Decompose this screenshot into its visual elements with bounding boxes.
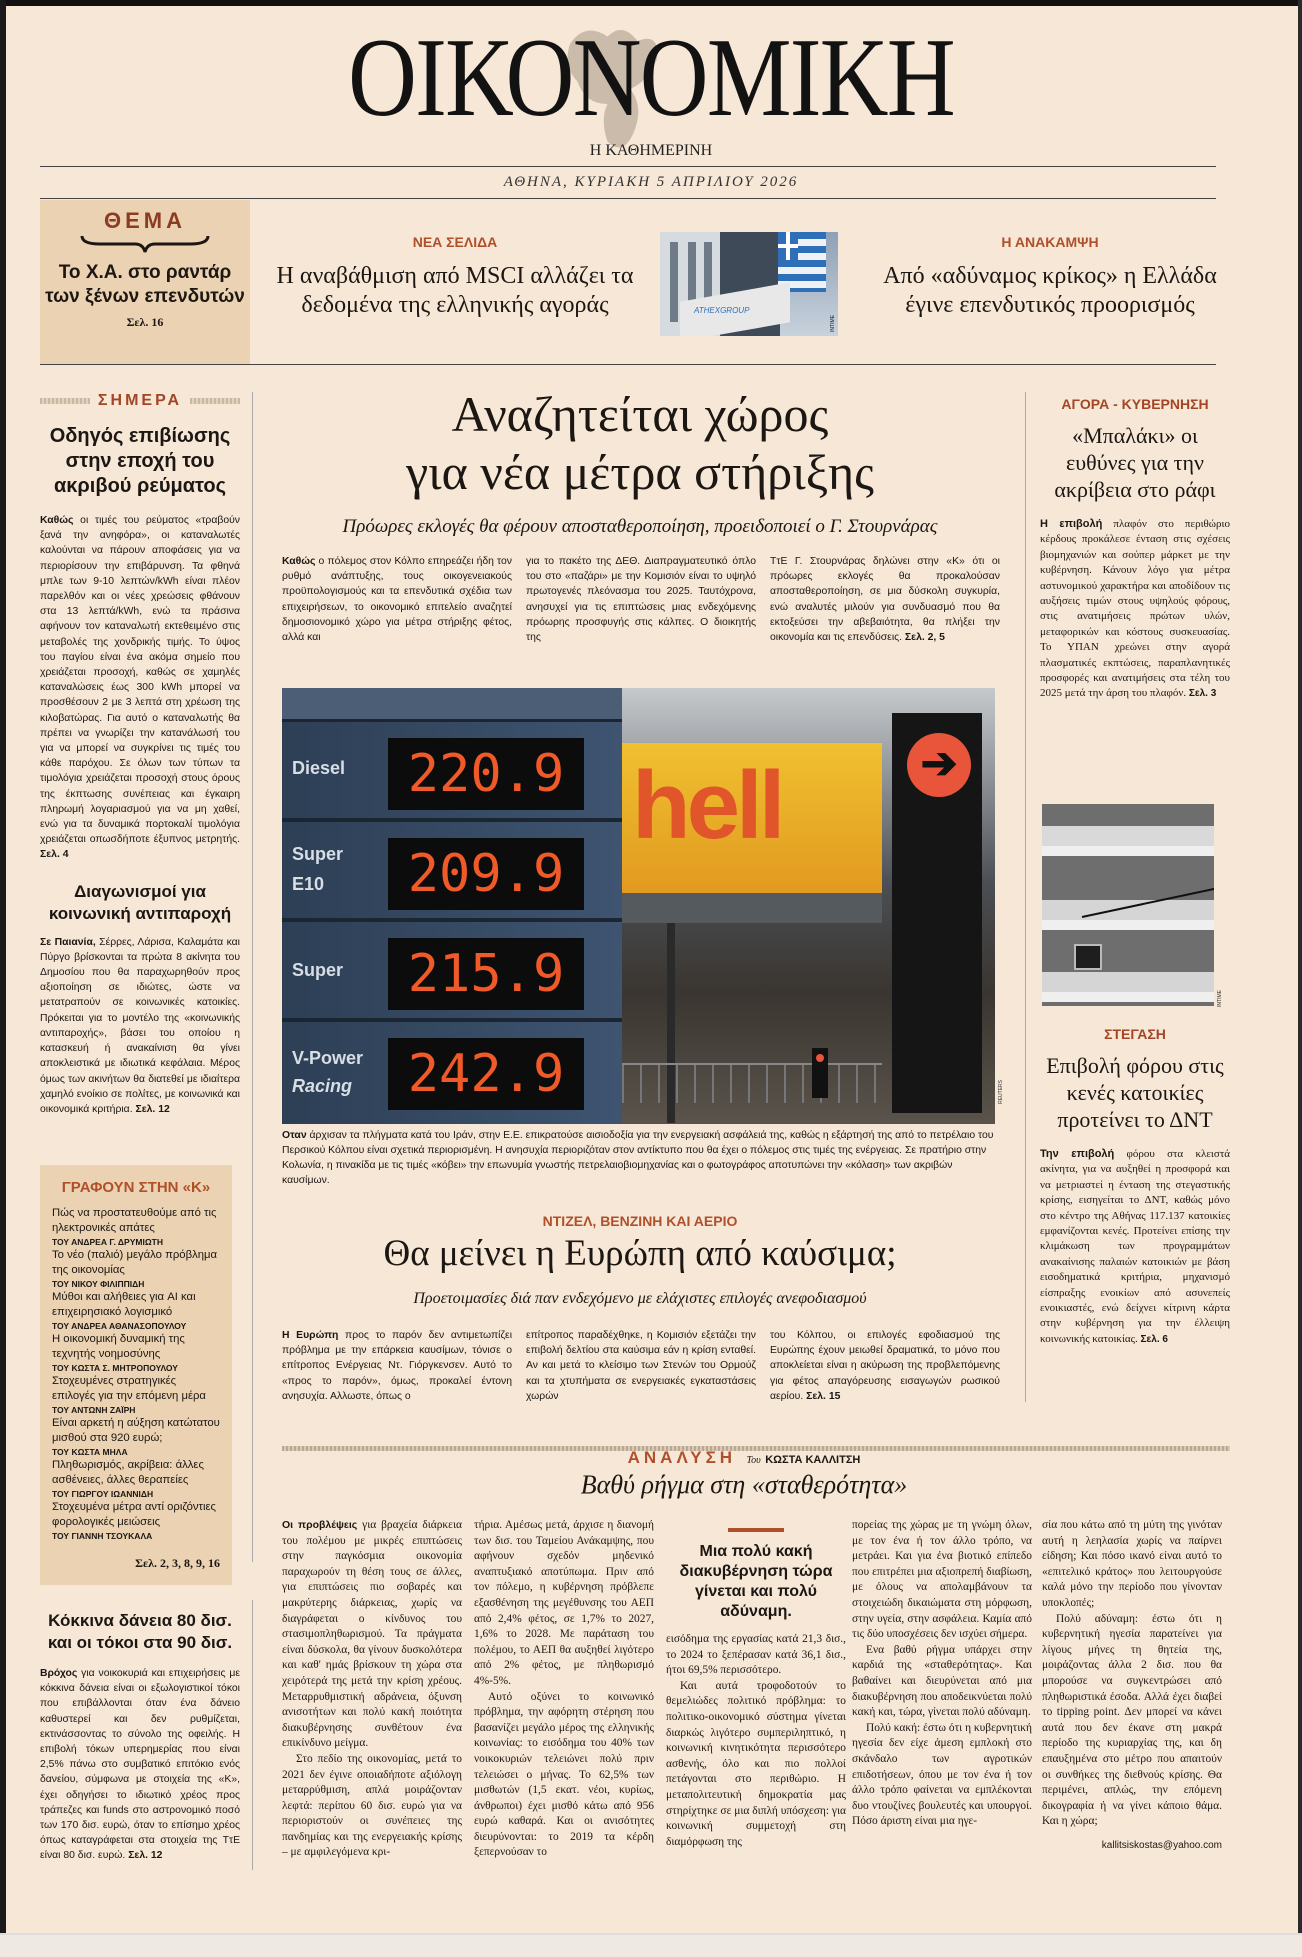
thema-box[interactable]: [40, 200, 250, 364]
story-body: Καθώς οι τιμές του ρεύματος «τραβούν ξανά την ανηφόρα», οι καταναλωτές καλούνται να πάρουν αποφάσεις για να περιορίσουν την επιβάρυνση. Τα φθηνά μπλε των 9-10 λεπτών/kWh είναι πλέον παρελθόν και οι νέες χρεώσεις φθάνουν στα 13 λεπτά/kWh, ενώ τα πράσινα αφήνουν τον καταναλωτή εκτεθειμένο στις μεταβολές της χονδρικής τιμής. Το ύψος του παγίου είναι ένα ακόμα σημείο που χρειάζεται προσοχή, καθώς σε χαμηλές καταναλώσεις έως 300 kWh μπορεί να προσθέσουν 2 με 3 λεπτά στη χρέωση της κιλοβατώρας. Για αυτό ο καταναλωτής θα πρέπει να γνωρίζει την κατανάλωσή του για να μπορεί να συγκρίνει τις τιμές του κάθε παρόχου. Σε όλων των τύπων τα τιμολόγια χρειάζεται προσοχή στους όρους της έκπτωσης συνέπειας και έγκαιρη πληρωμή λογαριασμού για να μη χαθεί, ενώ για τα δυναμικά πορτοκαλί τιμολόγια χρειάζεται οπωσδήποτε έξυπνος μετρητής. Σελ. 4: [40, 515, 240, 861]
grafoun-item[interactable]: Είναι αρκετή η αύξηση κατώτατου μισθού στα 920 ευρώ; ΤΟΥ ΚΩΣΤΑ ΜΗΛΑ: [52, 1417, 220, 1457]
fuel-story-headline[interactable]: Θα μείνει η Ευρώπη από καύσιμα;: [383, 1233, 897, 1274]
price-row: Super E10 209.9: [282, 826, 622, 922]
right-column-story1: [1040, 396, 1230, 702]
grafoun-label: ΓΡΑΦΟΥΝ ΣΤΗΝ «Κ»: [61, 1179, 211, 1196]
teaser-kicker: ΝΕΑ ΣΕΛΙΔΑ: [412, 234, 498, 250]
newspaper-subtitle: Η ΚΑΘΗΜΕΡΙΝΗ: [589, 142, 713, 159]
teaser-recovery[interactable]: [870, 234, 1230, 320]
analysis-col4: πορείας της χώρας με τη γνώμη όλων, με τον ένα ή τον άλλο τρόπο, να μετράει. Και για ένα βιοτικό επίπεδο που επιτρέπει μια αξιοπρεπή διαβίωση, με όλους να απολαμβάνουν τα στοιχειώδη δικαιώματα στη μόρφωση, στην υγεία, στην ασφάλεια. Καμία από τις δύο υποσχέσεις δεν ισχύει σήμερα. Ενα βαθύ ρήγμα υπάρχει στην καρδιά της «σταθερότητας». Και βαθαίνει και διευρύνεται από μια διακυβέρνηση που αποδεικνύεται πολύ κακή και, τώρα, γίνεται πολύ αδύναμη. Πολύ κακή: έστω ότι η κυβερνητική ηγεσία δεν είχε άμεση εμπλοκή στο σκάνδαλο των αγροτικών επιδοτήσεων, όπου με τον ένα ή τον άλλο τρόπο φαίνεται να εμπλέκονται δυο ντουζίνες βουλευτές και υπουργοί. Πόσο άριστη είναι μια ηγε-: [852, 1519, 1032, 1828]
page-ref[interactable]: Σελ. 15: [806, 1390, 841, 1402]
grafoun-item[interactable]: Η οικονομική δυναμική της τεχνητής νοημοσύνης ΤΟΥ ΚΩΣΤΑ Σ. ΜΗΤΡΟΠΟΥΛΟΥ: [52, 1333, 185, 1373]
analysis-col3: Μια πολύ κακή διακυβέρνηση τώρα γίνεται και πολύ αδύναμη. εισόδημα της εργασίας κατά 21,3 δισ., το 2024 το ξεπέρασαν κατά 36,1 δισ., ήτοι 69,5% περισσότερο. Και αυτά τροφοδοτούν το θεμελιώδες πολιτικό πρόβλημα: το πολιτικο-οικονομικό σύστημα γίνεται διαρκώς λιγότερο συμπεριληπτικό, η κοινωνική κινητικότητα περισσότερο ασθενής, όλο και πιο πολλοί πετάγονται στο περιθώριο. Η μεταπολιτευτική δημοκρατία μας στηρίχτηκε σε μια διπλή υπόσχεση: για κοινωνική συμμετοχή στη διαμόρφωση της: [666, 1518, 846, 1850]
teaser-headline: Από «αδύναμος κρίκος» η Ελλάδα έγινε επενδυτικός προορισμός: [883, 263, 1217, 318]
photo-credit: REUTERS: [998, 1080, 1004, 1104]
price-row: Diesel 220.9: [282, 726, 622, 822]
photo-credit: INTIME: [1217, 990, 1223, 1007]
thema-label: ΘΕΜΑ: [104, 208, 186, 233]
left-column: [40, 392, 240, 1117]
top-strip-rule: [40, 364, 1216, 365]
masthead: [0, 0, 1302, 170]
athex-sign-text: ATHEXGROUP: [694, 306, 750, 315]
story-headline[interactable]: Κόκκινα δάνεια 80 δισ. και οι τόκοι στα 90 δισ.: [47, 1611, 233, 1652]
story-kicker: ΣΤΕΓΑΣΗ: [1104, 1026, 1166, 1042]
story-body: Βρόχος για νοικοκυριά και επιχειρήσεις με κόκκινα δάνεια είναι οι εξωλογιστικοί τόκοι που επιβάλλονται όταν ένα δάνειο καθυστερεί και δεν ρυθμίζεται, εκτινάσσοντας το σύνολο της οφειλής. Η επιβολή τόκων υπερημερίας που είναι 2,5% πάνω στο συμβατικό επιτόκιο ενός δανείου, σύμφωνα με στοιχεία της «Κ», έχει οδηγήσει το ιδιωτικό χρέος προς τράπεζες και funds στο αστρονομικό ποσό των 170 δισ. ευρώ, όταν το επίσημο χρέος όπως καταγράφεται στα στοιχεία της ΤτΕ είναι 80 δισ. ευρώ. Σελ. 12: [40, 1668, 240, 1862]
newspaper-title: ΟΙΚΟΝΟΜΙΚΗ: [348, 16, 954, 140]
page-ref[interactable]: Σελ. 6: [1140, 1333, 1168, 1345]
dateline-rule: [40, 198, 1216, 199]
teaser-kicker: Η ΑΝΑΚΑΜΨΗ: [1001, 234, 1099, 250]
arrow-right-icon: ➔: [907, 733, 971, 797]
column-rule: [1025, 392, 1026, 1402]
scan-edge-left: [0, 0, 6, 1957]
masthead-rule: [40, 166, 1216, 167]
analysis-header: ΑΝΑΛΥΣΗ Του ΚΩΣΤΑ ΚΑΛΛΙΤΣΗ: [627, 1448, 861, 1467]
price-row: Super 215.9: [282, 926, 622, 1022]
fuel-story-body: Η Ευρώπη προς το παρόν δεν αντιμετωπίζει πρόβλημα με την επάρκεια καυσίμων, τόνισε ο επίτροπος Ενέργειας Ντ. Γιόργκενσεν. Αυτό το «προς το παρόν», όμως, προκαλεί έντονη ανησυχία. Αλλωστε, όπως ο επίτροπος παραδέχθηκε, η Κομισιόν εξετάζει την επιβολή δελτίου στα καύσιμα εάν η κρίση ενταθεί. Αν και μετά το κλείσιμο των Στενών του Ορμούζ και τα χτυπήματα σε ενεργειακές εγκαταστάσεις χωρών του Κόλπου, οι επιλογές εφοδιασμού της Ευρώπης έχουν μειωθεί δραματικά, το μόνο που αποκλείεται είναι η ακύρωση της προβλεπόμενης για φέτος απαγόρευσης εισαγωγών ρωσικού αερίου. Σελ. 15: [282, 1330, 1000, 1402]
brace-ornament-icon: [80, 234, 210, 254]
story-headline[interactable]: «Μπαλάκι» οι ευθύνες για την ακρίβεια στο ράφι: [1054, 423, 1216, 502]
author-email-link[interactable]: kallitsiskostas@yahoo.com: [1101, 1839, 1222, 1851]
story-body: Η επιβολή πλαφόν στο περιθώριο κέρδους προκάλεσε ένταση στις σχέσεις βιομηχανιών και σούπερ μάρκετ με την κυβέρνηση. Κάνουν λόγο για μέτρα αστυνομικού χαρακτήρα και αποδίδουν τις αυξήσεις τιμών στους υψηλούς φόρους, στις ανατιμήσεις πρώτων υλών, μεταφορικών και κόστους συσκευασίας. Το ΥΠΑΝ χρεώνει στην αγορά πλασματικές εκπτώσεις, παραπλανητικές προσφορές και ανατιμήσεις στα τέλη του 2025 μετά την άρση του πλαφόν. Σελ. 3: [1040, 518, 1230, 700]
scan-edge-bottom: [0, 1933, 1302, 1957]
lead-subhead: Πρόωρες εκλογές θα φέρουν αποσταθεροποίηση, προειδοποιεί ο Γ. Στουρνάρας: [342, 516, 938, 537]
section-label-simera: ΣΗΜΕΡΑ: [40, 392, 240, 410]
thema-page-ref: Σελ. 16: [126, 315, 164, 329]
teaser-headline: Η αναβάθμιση από MSCI αλλάζει τα δεδομένα της ελληνικής αγοράς: [276, 263, 634, 318]
analysis-headline[interactable]: Βαθύ ρήγμα στη «σταθερότητα»: [580, 1470, 908, 1499]
thema-headline: Το Χ.Α. στο ραντάρ των ξένων επενδυτών: [45, 262, 245, 307]
analysis-col5: σία που κάτω από τη μύτη της γινόταν αυτή η λεηλασία χωρίς να παίρνει είδηση; Και πόσο ικανό είναι αυτό το «επιτελικό κράτος» που λειτουργούσε καλά μόνο την περίοδο που γίνονταν υποκλοπές; Πολύ αδύναμη: έστω ότι η κυβερνητική ηγεσία παρατείνει για λίγους μήνες τη θητεία της, μοιράζοντας άλλα 2 δισ. που θα μπορούσε να συγκεντρώσει από πληθωριστικά έσοδα. Αλλά έχει διαβεί το tipping point. Δεν μπορεί να κάνει αυτά που δεν έκανε στη μακρά περίοδο της κυριαρχίας της, και δη επαυξημένα στο μέτρο που απαιτούν οι συνθήκες της διεθνούς κρίσης. Θα περιμένει, απλώς, την επόμενη δικογραφία ή να γίνει κάποιο θάμα. Και η χώρα; kallitsiskostas@yahoo.com: [1042, 1519, 1222, 1851]
story-headline[interactable]: Διαγωνισμοί για κοινωνική αντιπαροχή: [48, 881, 232, 923]
fuel-story-subhead: Προετοιμασίες διά παν ενδεχόμενο με ελάχιστες επιλογές ανεφοδιασμού: [413, 1290, 867, 1307]
grafoun-item[interactable]: Στοχευμένα μέτρα αντί οριζόντιες φορολογικές μειώσεις ΤΟΥ ΓΙΑΝΝΗ ΤΣΟΥΚΑΛΑ: [52, 1501, 216, 1541]
grafoun-item[interactable]: Στοχευμένες στρατηγικές επιλογές για την επόμενη μέρα ΤΟΥ ΑΝΤΩΝΗ ΖΑΪΡΗ: [52, 1375, 206, 1415]
story-headline[interactable]: Επιβολή φόρου στις κενές κατοικίες προτείνει το ΔΝΤ: [1046, 1053, 1224, 1132]
analysis-col1: Οι προβλέψεις για βραχεία διάρκεια του πολέμου με μικρές επιπτώσεις στην παγκόσμια οικονομία παραχωρούν τη θέση τους σε άλλες, για επιπτώσεις πιο σοβαρές και μακρύτερης διάρκειας, χωρίς να διαγράφεται ο κίνδυνος του στασιμοπληθωρισμού. Τα πράγματα είναι δύσκολα, θα γίνουν δυσκολότερα και καθ' ημάς βρίσκουν τη χώρα στα χειρότερά της μετά την κρίση χρέους. Μεταρρυθμιστική αδράνεια, όξυνση ανισοτήτων και πολύ κακή ποιότητα διακυβέρνησης συνθέτουν ένα επικίνδυνο μείγμα. Στο πεδίο της οικονομίας, μετά το 2021 δεν έγινε οποιαδήποτε αξιόλογη μεταρρύθμιση, απλά μοιράζονταν λεφτά: περίπου 60 δισ. ευρώ για να περιοριστούν οι συνέπειες της πανδημίας και της ενεργειακής κρίσης – με αμφιλεγόμενα κρι-: [282, 1519, 462, 1859]
grafoun-item[interactable]: Πώς να προστατευθούμε από τις ηλεκτρονικές απάτες ΤΟΥ ΑΝΔΡΕΑ Γ. ΔΡΥΜΙΩΤΗ: [52, 1207, 217, 1247]
scan-edge-right: [1298, 0, 1302, 1957]
dateline: ΑΘΗΝΑ, ΚΥΡΙΑΚΗ 5 ΑΠΡΙΛΙΟΥ 2026: [503, 174, 799, 190]
grafoun-pages[interactable]: Σελ. 2, 3, 8, 9, 16: [135, 1556, 220, 1570]
story-red-loans: [40, 1610, 240, 1864]
page-ref[interactable]: Σελ. 2, 5: [904, 632, 945, 644]
photo-credit: INTIME: [830, 315, 836, 332]
analysis-author: ΚΩΣΤΑ ΚΑΛΛΙΤΣΗ: [765, 1454, 861, 1466]
page-ref[interactable]: Σελ. 3: [1188, 688, 1217, 700]
page-ref[interactable]: Σελ. 12: [135, 1103, 170, 1115]
pullquote-rule: [728, 1528, 784, 1532]
story-body: Σε Παιανία, Σέρρες, Λάρισα, Καλαμάτα και Πύργο βρίσκονται τα πρώτα 8 ακίνητα του Δημοσίου που θα παραχωρηθούν προς αξιοποίηση σε ιδιώτες, ώστε να μετατραπούν σε κοινωνικές κατοικίες. Πρόκειται για το μοντέλο της «κοινωνικής αντιπαροχής», βάσει του οποίου η κατασκευή ή ανακαίνιση θα γίνει αποκλειστικά με ιδιωτικά κεφάλαια. Μέρος όμως των ακινήτων θα διατεθεί με ιδιαίτερα χαμηλό ενοίκιο σε πολίτες, με κοινωνικά και οικονομικά κριτήρια. Σελ. 12: [40, 936, 240, 1115]
shell-sign-text: hell: [632, 752, 782, 859]
grafoun-box: [40, 1165, 232, 1585]
analysis-col2: τήρια. Αμέσως μετά, άρχισε η διανομή των δισ. του Ταμείου Ανάκαμψης, που αφήνουν σχεδόν μηδενικό αναπτυξιακό αποτύπωμα. Πριν από τον πόλεμο, η κυβέρνηση πρόβλεπε εξασθένηση της μεγέθυνσης του ΑΕΠ από 2,4% φέτος, σε 1,7% το 2027, 1,6% το 2028. Με παράταση του πολέμου, το ΑΕΠ θα αυξηθεί λιγότερο από 2% φέτος, με πληθωρισμό 4%-5%. Αυτό οξύνει το κοινωνικό πρόβλημα, την αφόρητη στέρηση που βασανίζει μεγάλο μέρος της ελληνικής κοινωνίας: το εισόδημα του 40% των νοικοκυριών τελειώνει πολύ πριν τελειώσει ο μήνας. Το 62,5% των μισθωτών (1,5 εκατ. νέοι, κυρίως, άνθρωποι) έχει μισθό κάτω από 956 ευρώ καθαρά. Και οι ανισότητες διευρύνονται: το 2019 τα κέρδη ξεπερνούσαν το: [474, 1519, 654, 1859]
grafoun-item[interactable]: Πληθωρισμός, ακρίβεια: άλλες ασθένειες, άλλες θεραπείες ΤΟΥ ΓΙΩΡΓΟΥ ΙΩΑΝΝΙΔΗ: [52, 1459, 204, 1499]
story-kicker: ΑΓΟΡΑ - ΚΥΒΕΡΝΗΣΗ: [1061, 396, 1209, 412]
athex-photo: [660, 232, 838, 336]
lead-body: Καθώς ο πόλεμος στον Κόλπο επηρεάζει ήδη τον ρυθμό ανάπτυξης, τους οικογενειακούς προϋπολογισμούς και τα επενδυτικά σχέδια των επιχειρήσεων, το οικονομικό επιτελείο αναζητεί δημοσιονομικό χώρο για μέτρα στήριξης φέτος, αλλά και για το πακέτο της ΔΕΘ. Διαπραγματευτικό όπλο του στο «παζάρι» με την Κομισιόν είναι το υψηλό πρωτογενές πλεόνασμα του 2025. Ταυτόχρονα, ανησυχεί για τις επιπτώσεις μιας ενδεχόμενης πρόωρης προσφυγής στις κάλπες. Ο διοικητής της ΤτΕ Γ. Στουρνάρας δηλώνει στην «Κ» ότι οι πρόωρες εκλογές θα προκαλούσαν αποσταθεροποίηση, σε μια δύσκολη συγκυρία, ενώ αναλυτές μιλούν για συνδυασμό που θα εκτοξεύσει την αβεβαιότητα, θα πλήξει την οικονομία και τις επενδύσεις. Σελ. 2, 5: [282, 556, 1000, 644]
page-ref[interactable]: Σελ. 12: [128, 1850, 163, 1862]
column-rule: [252, 1600, 253, 1870]
fuel-story-kicker: ΝΤΙΖΕΛ, ΒΕΝΖΙΝΗ ΚΑΙ ΑΕΡΙΟ: [542, 1213, 738, 1229]
grafoun-item[interactable]: Μύθοι και αλήθειες για AI και επιχειρησιακό λογισμικό ΤΟΥ ΑΝΔΡΕΑ ΑΘΑΝΑΣΟΠΟΥΛΟΥ: [52, 1291, 196, 1331]
vacant-housing-photo: [1042, 804, 1214, 1006]
story-headline[interactable]: Οδηγός επιβίωσης στην εποχή του ακριβού ρεύματος: [49, 425, 231, 497]
fuel-price-photo: [282, 688, 995, 1124]
lead-headline[interactable]: Αναζητείται χώρος για νέα μέτρα στήριξης: [406, 386, 874, 500]
price-row: V-Power Racing 242.9: [282, 1026, 622, 1124]
story-body: Την επιβολή φόρου στα κλειστά ακίνητα, για να αυξηθεί η προσφορά και να μετριαστεί η ένταση της στεγαστικής κρίσης, εισηγείται το ΔΝΤ, καθώς μόνο στο κέντρο της Αθήνας 117.137 κατοικίες εμφανίζονται κενές. Προτείνει επίσης την κλιμάκωση των προγραμμάτων ανακαίνισης παλαιών κατοικιών με βάση εισοδηματικά κριτήρια, μηχανισμό είσπραξης ενοικίων από ασυνεπείς ενοικιαστές, ενώ δείχνει κίτρινη κάρτα στην κυβέρνηση για την έλλειψη κοινωνικής κατοικίας. Σελ. 6: [1040, 1148, 1231, 1345]
teaser-msci[interactable]: [270, 234, 640, 320]
right-column-story2: [1040, 1026, 1230, 1347]
grafoun-item[interactable]: Το νέο (παλιό) μεγάλο πρόβλημα της οικονομίας ΤΟΥ ΝΙΚΟΥ ΦΙΛΙΠΠΙΔΗ: [52, 1249, 218, 1289]
page-ref[interactable]: Σελ. 4: [40, 849, 69, 861]
analysis-pullquote: Μια πολύ κακή διακυβέρνηση τώρα γίνεται και πολύ αδύναμη.: [679, 1543, 833, 1620]
column-rule: [252, 392, 253, 1562]
photo-caption: Οταν άρχισαν τα πλήγματα κατά του Ιράν, στην Ε.Ε. επικρατούσε αισιοδοξία για την ενεργειακή ασφάλειά της, καθώς η εξάρτησή της από το πετρέλαιο του Περσικού Κόλπου είναι σχετικά περιορισμένη. Η ανησυχία περιοριζόταν στον αντίκτυπο που θα έχει ο πόλεμος στις τιμές της ενέργειας. Σε πρατήριο στην Κολωνία, η πινακίδα με τις τιμές «κόβει» την επωνυμία γνωστής πετρελαιοβιομηχανίας και ο φωτογράφος αποτυπώνει την «κόλαση» των ακριβών καυσίμων.: [282, 1130, 994, 1186]
analysis-label: ΑΝΑΛΥΣΗ: [627, 1448, 737, 1467]
